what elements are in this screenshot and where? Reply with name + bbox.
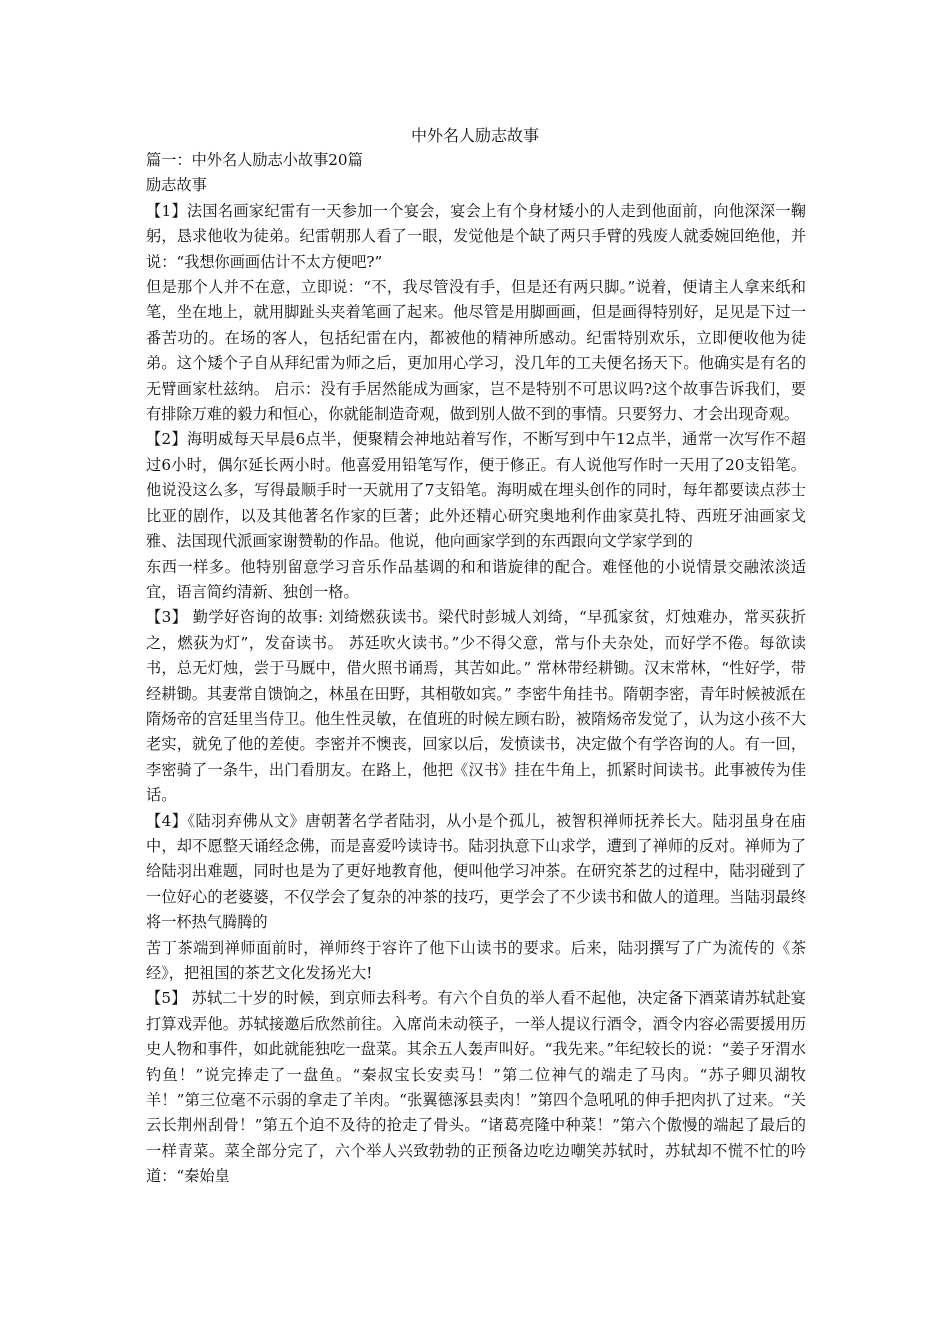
document-title: 中外名人励志故事: [410, 126, 539, 145]
paragraph-4: 东西一样多。他特别留意学习音乐作品基调的和和谐旋律的配合。难怪他的小说情景交融浓淡适宜，语言简约清新、独创一格。: [146, 557, 806, 601]
section-heading: 篇一：中外名人励志小故事20篇: [146, 151, 363, 169]
paragraph-3: 【2】海明威每天早晨6点半，便聚精会神地站着写作，不断写到中午12点半，通常一次写作不超过6小时，偶尔延长两小时。他喜爱用铅笔写作，便于修正。有人说他写作时一天用了20支铅笔。他说没这么多，写得最顺手时一天就用了7支铅笔。海明威在埋头创作的同时，每年都要读点莎士比亚的剧作，以及其他著名作家的巨著；此外还精心研究奥地利作曲家莫扎特、西班牙油画家戈雅、法国现代派画家谢赞勒的作品。他说，他向画家学到的东西跟向文学家学到的: [146, 430, 806, 551]
subheading: 励志故事: [146, 176, 207, 195]
paragraph-8: 【5】 苏轼二十岁的时候，到京师去科考。有六个自负的举人看不起他，决定备下酒菜请苏轼赴宴打算戏弄他。苏轼接邀后欣然前往。入席尚未动筷子，一举人提议行酒令，酒令内容必需要援用历史人物和事件，如此就能独吃一盘菜。其余五人轰声叫好。“我先来。”年纪较长的说：“姜子牙渭水钓鱼！”说完捧走了一盘鱼。“秦叔宝长安卖马！”第二位神气的端走了马肉。“苏子卿贝湖牧羊！”第三位毫不示弱的拿走了羊肉。“张翼德涿县卖肉！”第四个急吼吼的伸手把肉扒了过来。“关云长荆州刮骨！”第五个迫不及待的抢走了骨头。“诸葛亮隆中种菜！”第六个傲慢的端起了最后的一样青菜。菜全部分完了，六个举人兴致勃勃的正预备边吃边嘲笑苏轼时，苏轼却不慌不忙的吟道：“秦始皇: [146, 989, 806, 1186]
paragraph-1: 【1】法国名画家纪雷有一天参加一个宴会，宴会上有个身材矮小的人走到他面前，向他深深一鞠躬，恳求他收为徒弟。纪雷朝那人看了一眼，发觉他是个缺了两只手臂的残废人就委婉回绝他，并说：“我想你画画估计不太方便吧?”: [146, 201, 806, 271]
paragraph-2: 但是那个人并不在意，立即说：“不，我尽管没有手，但是还有两只脚。”说着，便请主人拿来纸和笔，坐在地上，就用脚趾头夹着笔画了起来。他尽管是用脚画画，但是画得特别好，足见是下过一番苦功的。在场的客人，包括纪雷在内，都被他的精神所感动。纪雷特别欢乐，立即便收他为徒弟。这个矮个子自从拜纪雷为师之后，更加用心学习，没几年的工夫便名扬天下。他确实是有名的无臂画家杜兹纳。 启示：没有手居然能成为画家，岂不是特别不可思议吗?这个故事告诉我们，要有排除万难的毅力和恒心，你就能制造奇观，做到别人做不到的事情。只要努力、才会出现奇观。: [146, 278, 806, 424]
document-body: [146, 148, 806, 1190]
paragraph-7: 苦丁茶端到禅师面前时，禅师终于容许了他下山读书的要求。后来，陆羽撰写了广为流传的《茶经》，把祖国的茶艺文化发扬光大!: [146, 938, 806, 982]
paragraph-6: 【4】《陆羽弃佛从文》唐朝著名学者陆羽，从小是个孤儿，被智积禅师抚养长大。陆羽虽身在庙中，却不愿整天诵经念佛，而是喜爱吟读诗书。陆羽执意下山求学，遭到了禅师的反对。禅师为了给陆羽出难题，同时也是为了更好地教育他，便叫他学习冲茶。在研究茶艺的过程中，陆羽碰到了一位好心的老婆婆，不仅学会了复杂的冲茶的技巧，更学会了不少读书和做人的道理。当陆羽最终将一杯热气腾腾的: [146, 811, 806, 932]
paragraph-5: 【3】 勤学好咨询的故事: 刘绮燃荻读书。梁代时彭城人刘绮，“早孤家贫，灯烛难办，常买荻折之，燃荻为灯”，发奋读书。 苏廷吹火读书。”少不得父意，常与仆夫杂处，而好学不倦。每欲读书，总无灯烛，尝于马厩中，借火照书诵焉，其苦如此。” 常林带经耕锄。汉末常林，“性好学，带经耕锄。其妻常自馈饷之，林虽在田野，其相敬如宾。” 李密牛角挂书。隋朝李密，青年时候被派在隋炀帝的宫廷里当侍卫。他生性灵敏，在值班的时候左顾右盼，被隋炀帝发觉了，认为这小孩不大老实，就免了他的差使。李密并不懊丧，回家以后，发愤读书，决定做个有学咨询的人。有一回，李密骑了一条牛，出门看朋友。在路上，他把《汉书》挂在牛角上，抓紧时间读书。此事被传为佳话。: [146, 608, 806, 805]
